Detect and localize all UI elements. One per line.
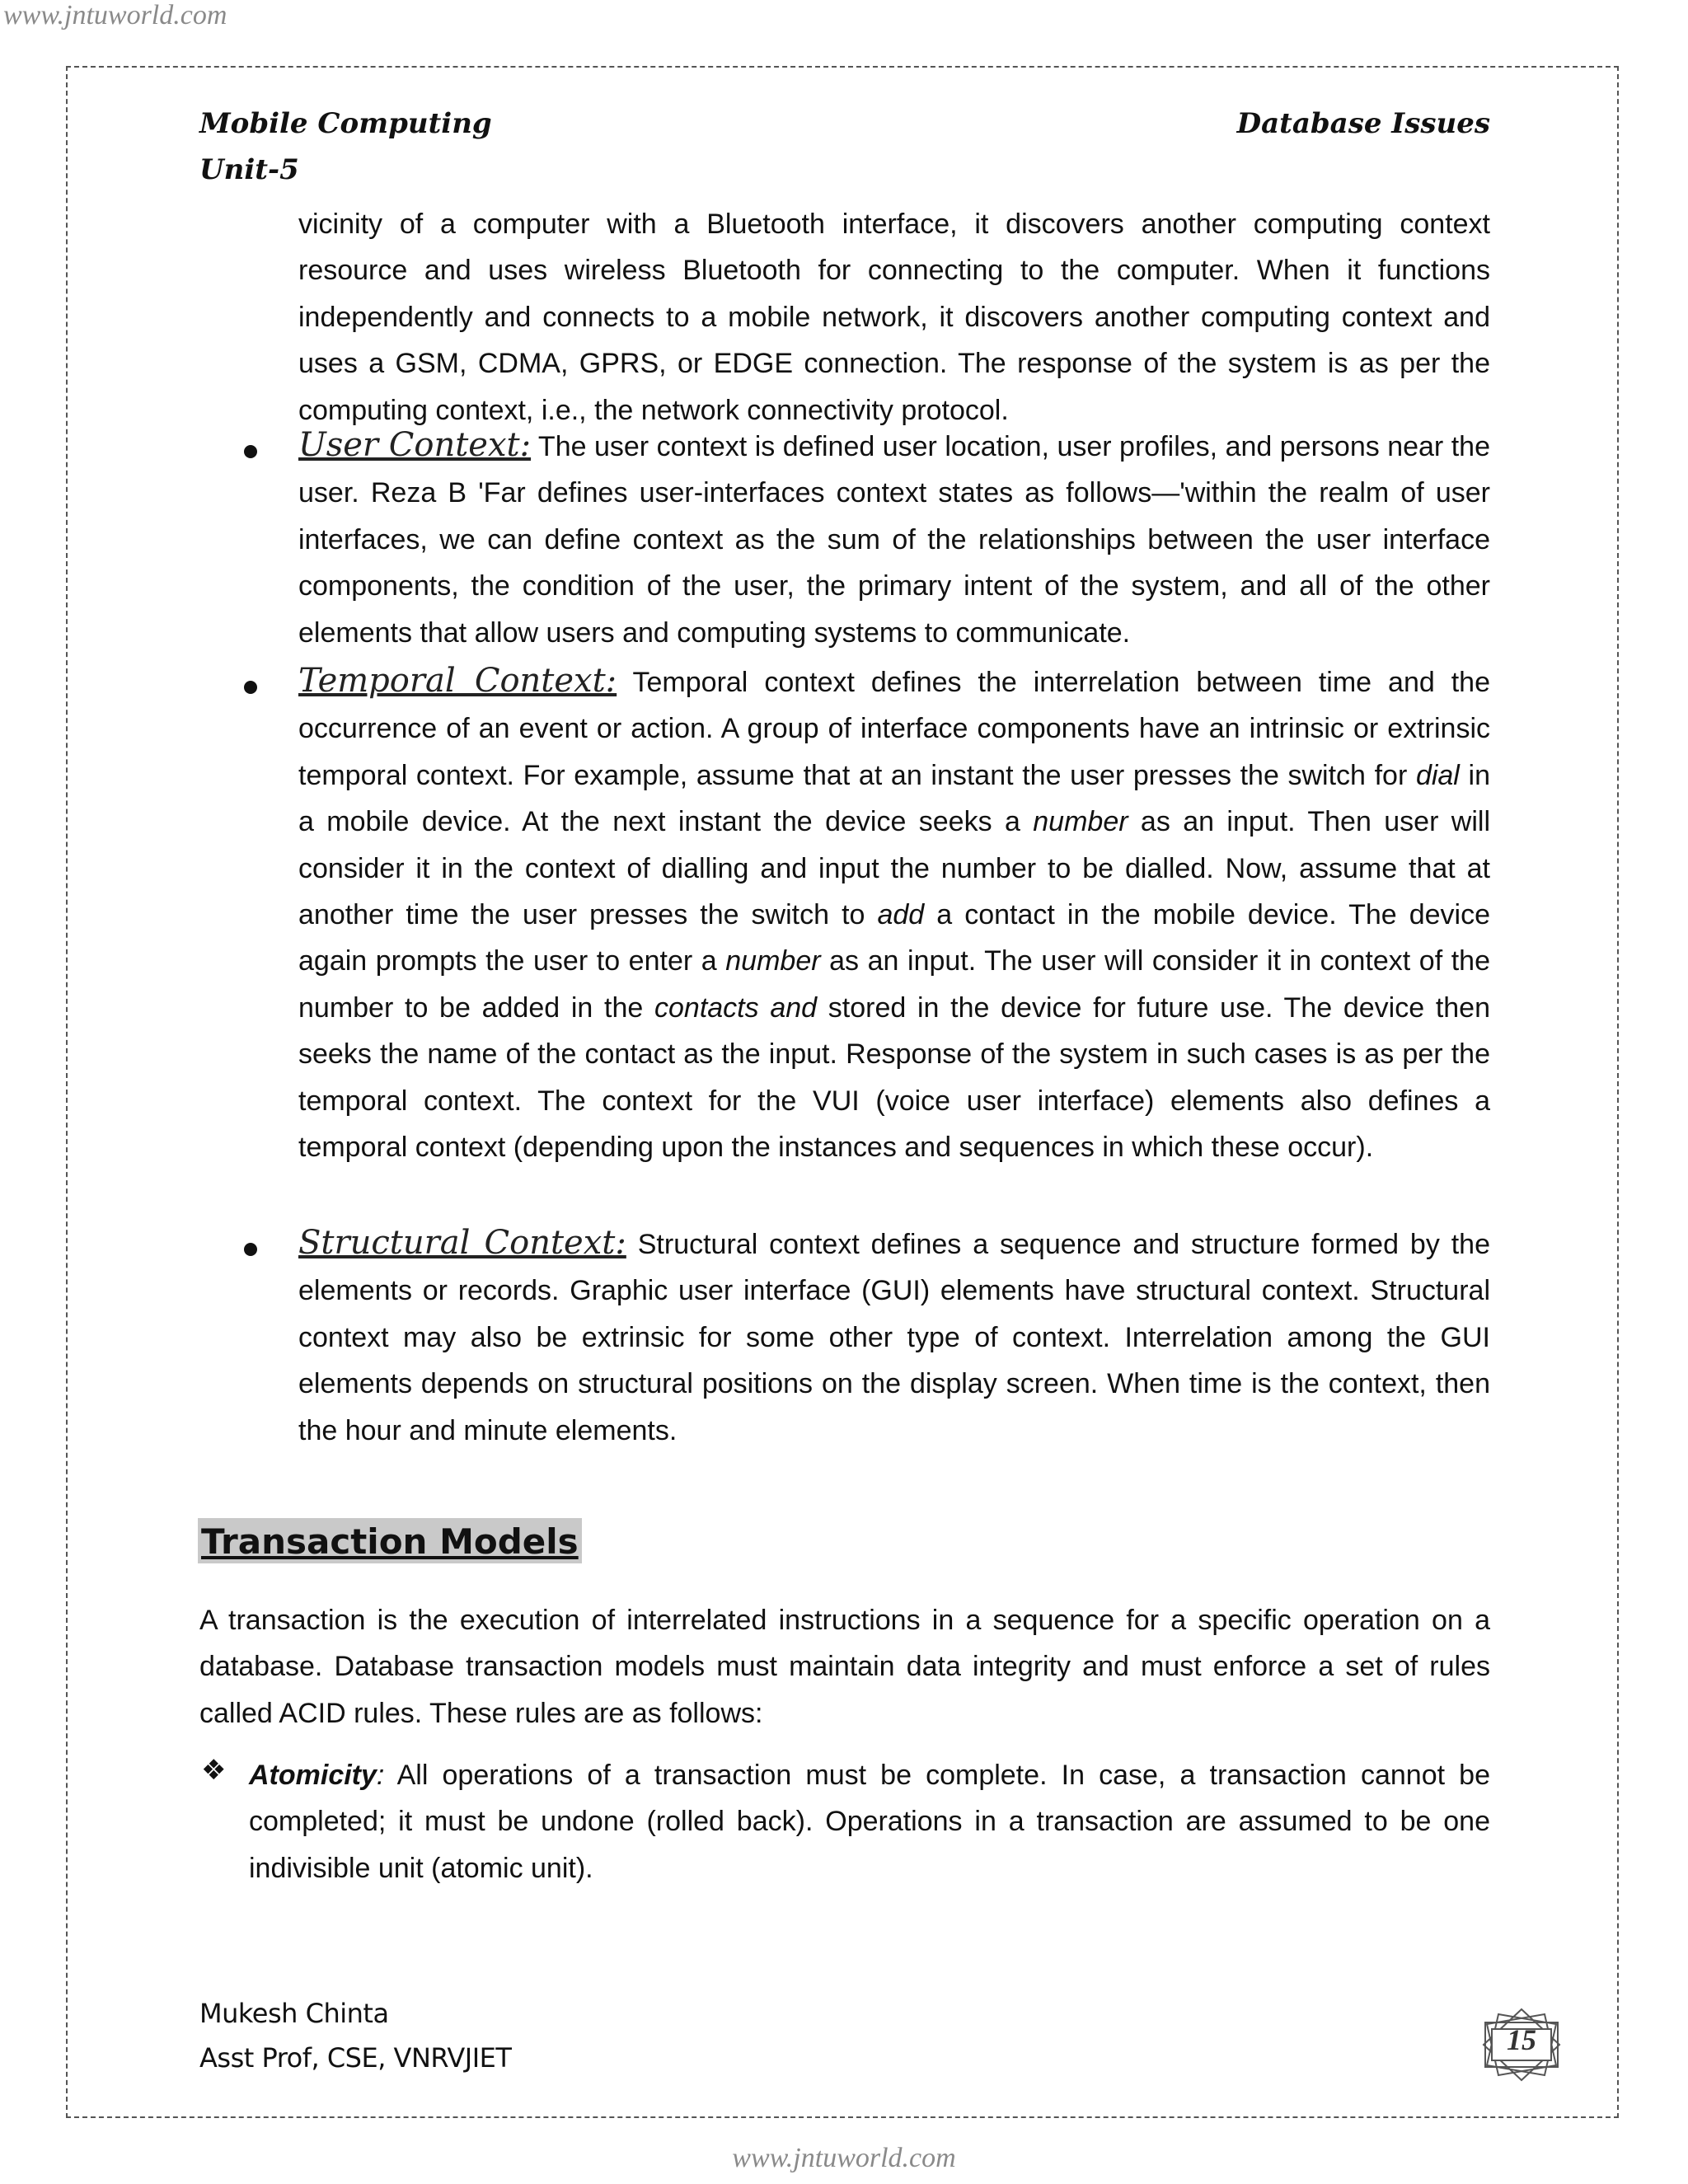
bullet-dot-icon bbox=[244, 445, 257, 458]
temporal-italic-contacts: contacts and bbox=[654, 991, 818, 1024]
bullet-structural-context bbox=[298, 1220, 1490, 1454]
header-unit: Unit-5 bbox=[199, 153, 299, 186]
header-topic: Database Issues bbox=[1236, 107, 1490, 140]
footer-author: Mukesh Chinta bbox=[199, 1998, 389, 2029]
temporal-text-5: as an input. The user will consider it in context of the number to be added in the bbox=[298, 945, 1490, 1024]
term-structural-context: Structural Context: bbox=[298, 1224, 626, 1262]
temporal-italic-dial: dial bbox=[1415, 759, 1460, 791]
atomicity-term: Atomicity bbox=[249, 1760, 377, 1791]
watermark-bottom: www.jntuworld.com bbox=[732, 2143, 956, 2173]
temporal-text-2: in a mobile device. At the next instant the device seeks a bbox=[298, 759, 1490, 838]
temporal-text-4: a contact in the mobile device. The device again prompts the user to enter a bbox=[298, 899, 1491, 977]
section-heading: Transaction Models bbox=[198, 1518, 582, 1563]
header-course: Mobile Computing bbox=[199, 107, 492, 140]
temporal-italic-number-2: number bbox=[725, 945, 821, 977]
bullet-dot-icon bbox=[244, 1243, 257, 1256]
temporal-text-1: Temporal context defines the interrelation between time and the occurrence of an event or action. A group of interface components have an intrinsic or extrinsic temporal context. For example, assume that at an instant the user presses the switch for bbox=[298, 667, 1490, 791]
temporal-italic-add: add bbox=[877, 899, 925, 931]
atomicity-colon: : bbox=[376, 1760, 385, 1791]
watermark-top: www.jntuworld.com bbox=[3, 0, 227, 30]
diamond-bullet-icon: ❖ bbox=[201, 1755, 227, 1786]
intro-paragraph: A transaction is the execution of interrelated instructions in a sequence for a specific operation on a database. Database transaction models must maintain data integrity and must enforce a set of rules called ACID rules. These rules are as follows: bbox=[199, 1605, 1490, 1729]
page-number-badge bbox=[1474, 2008, 1569, 2082]
footer-author-title: Asst Prof, CSE, VNRVJIET bbox=[199, 2042, 512, 2074]
term-user-context: User Context: bbox=[298, 426, 532, 464]
atomicity-text: All operations of a transaction must be complete. In case, a transaction cannot be completed; it must be undone (rolled back). Operations in a transaction are assumed to be one indivisible unit (atomic unit). bbox=[249, 1760, 1490, 1884]
bullet-dot-icon bbox=[244, 681, 257, 694]
bullet-temporal-context bbox=[298, 658, 1490, 1170]
user-context-text: The user context is defined user location, user profiles, and persons near the user. Reza B 'Far defines user-interfaces context states as follows—'within the realm of user interfaces, we can define context as the sum of the relationships between the user interface components, the condition of the user, the primary intent of the system, and all of the other elements that allow users and computing systems to communicate. bbox=[298, 431, 1490, 649]
paragraph-continuation: vicinity of a computer with a Bluetooth interface, it discovers another computing context resource and uses wireless Bluetooth for connecting to the computer. When it functions independently and connects to a mobile network, it discovers another computing context and uses a GSM, CDMA, GPRS, or EDGE connection. The response of the system is as per the computing context, i.e., the network connectivity protocol. bbox=[298, 209, 1490, 426]
structural-context-text: Structural context defines a sequence and structure formed by the elements or records. Graphic user interface (GUI) elements have structural context. Structural context may also be extrinsic for some other type of context. Interrelation among the GUI elements depends on structural positions on the display screen. When time is the context, then the hour and minute elements. bbox=[298, 1229, 1490, 1446]
page-number: 15 bbox=[1507, 2023, 1536, 2056]
temporal-italic-number: number bbox=[1033, 806, 1128, 838]
bullet-user-context bbox=[298, 422, 1490, 656]
temporal-text-6: stored in the device for future use. The device then seeks the name of the contact as the input. Response of the system in such cases is as per the temporal context. The context for the VUI (voice user interface) elements also defines a temporal context (depending upon the instances and sequences in which these occur). bbox=[298, 991, 1490, 1164]
term-temporal-context: Temporal Context: bbox=[298, 662, 617, 700]
temporal-text-3: as an input. Then user will consider it in the context of dialling and input the number to be dialled. Now, assume that at another time the user presses the switch to bbox=[298, 806, 1490, 931]
atomicity-item bbox=[249, 1752, 1490, 1891]
